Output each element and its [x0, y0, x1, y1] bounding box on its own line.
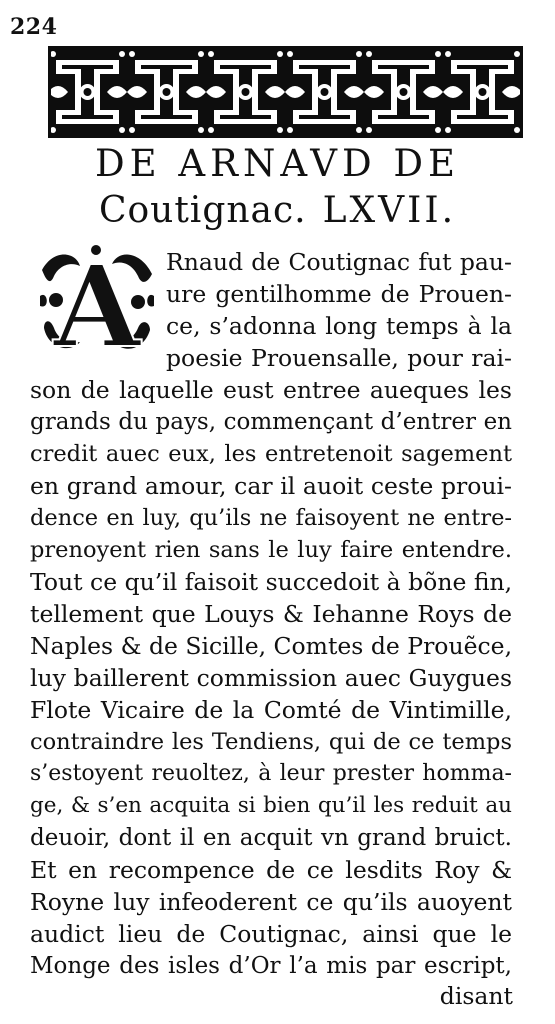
text-line-7: credit auec eux, les entretenoit sagement [30, 441, 512, 467]
text-line-20: Et en recompence de ce lesdits Roy & [30, 856, 512, 884]
text-line-19: deuoir, dont il en acquit vn grand bruict. [30, 825, 512, 851]
text-line-10: prenoyent rien sans le luy faire entendre. [30, 537, 512, 563]
text-line-5: son de laquelle eust entree aueques les [30, 376, 512, 404]
text-line-6: grands du pays, commençant d’entrer en [30, 409, 512, 435]
text-line-1: Rnaud de Coutignac fut pau- [166, 248, 512, 276]
text-line-8: en grand amour, car il auoit ceste proui- [30, 472, 512, 500]
chapter-title-line-1: DE ARNAVD DE [94, 142, 461, 185]
text-line-14: luy baillerent commission auec Guygues [30, 664, 512, 692]
chapter-number: LXVII. [322, 190, 457, 231]
text-line-21: Royne luy infeoderent ce qu’ils auoyent [30, 888, 512, 916]
text-line-3: ce, s’adonna long temps à la [166, 312, 512, 340]
text-line-4: poesie Prouensalle, pour rai- [166, 344, 512, 372]
chapter-title-line-2 [0, 190, 555, 231]
text-line-2: ure gentilhomme de Prouen- [166, 280, 512, 308]
catchword: disant [439, 982, 513, 1010]
text-line-23: Monge des isles d’Or l’a mis par escript, [30, 953, 512, 979]
initial-letter-glyph: A [53, 242, 141, 360]
text-line-22: audict lieu de Coutignac, ainsi que le [30, 920, 512, 948]
decorative-header-band [48, 46, 523, 138]
text-line-16: contraindre les Tendiens, qui de ce temps [30, 729, 512, 755]
text-line-18: ge, & s’en acquita si bien qu’il les reduit au [30, 793, 512, 818]
text-line-13: Naples & de Sicille, Comtes de Prouẽce, [30, 632, 513, 660]
text-line-17: s’estoyent reuoltez, à leur prester homma- [30, 761, 512, 786]
page-number: 224 [10, 14, 58, 40]
chapter-title-name: Coutignac. [98, 190, 307, 231]
text-line-12: tellement que Louys & Iehanne Roys de [30, 600, 512, 628]
decorated-initial-letter [36, 240, 158, 360]
text-line-15: Flote Vicaire de la Comté de Vintimille, [30, 696, 512, 724]
text-line-11: Tout ce qu’il faisoit succedoit à bõne fin, [30, 568, 513, 596]
text-line-9: dence en luy, qu’ils ne faisoyent ne entre- [30, 505, 512, 531]
